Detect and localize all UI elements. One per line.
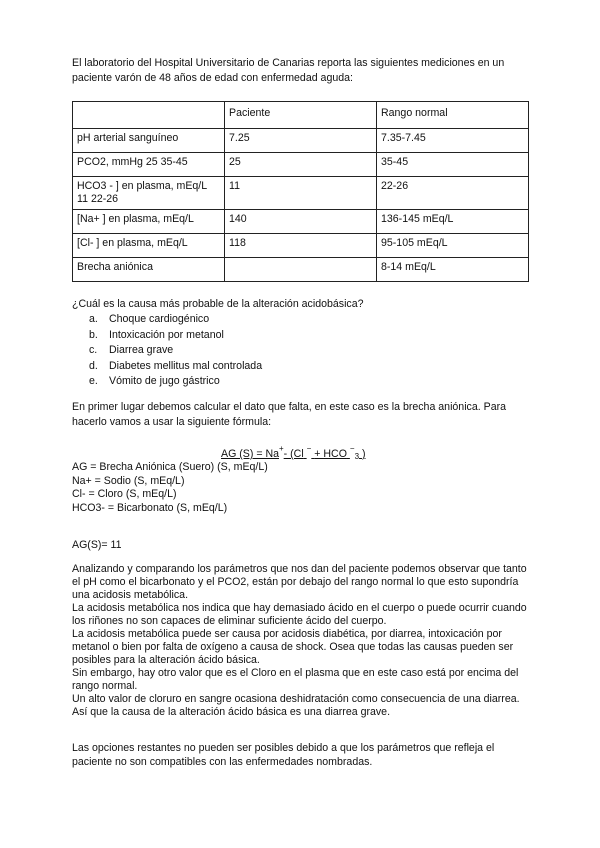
table-row [73, 129, 529, 153]
definition-line: Na+ = Sodio (S, mEq/L) [72, 474, 185, 487]
option-text: Choque cardiogénico [109, 313, 210, 325]
table-row [73, 210, 529, 234]
option-text: Diabetes mellitus mal controlada [109, 359, 263, 372]
table-cell-parameter: PCO2, mmHg 25 35-45 [73, 153, 225, 177]
table-cell-normal: 8-14 mEq/L [377, 258, 529, 282]
option-letter: c. [89, 344, 98, 356]
answer-option [72, 328, 262, 344]
definition-line: Cl- = Cloro (S, mEq/L) [72, 488, 177, 500]
intro-paragraph: El laboratorio del Hospital Universitario de Canarias reporta las siguientes mediciones en un paciente varón de 48 años de edad con enfermedad aguda: [72, 57, 505, 84]
table-cell-normal: 95-105 mEq/L [377, 234, 529, 258]
table-cell-parameter: HCO3 - ] en plasma, mEq/L 11 22-26 [73, 177, 225, 210]
table-row [73, 153, 529, 177]
table-cell-normal: 22-26 [377, 177, 529, 210]
analysis-paragraph: La acidosis metabólica nos indica que hay demasiado ácido en el cuerpo o puede ocurrir cuando los riñones no son capaces de eliminar suficiente ácido del cuerpo. [72, 602, 527, 627]
table-row [73, 258, 529, 282]
table-cell-patient: 140 [225, 210, 377, 234]
analysis-paragraph: Sin embargo, hay otro valor que es el Cloro en el plasma que en este caso está por encima del rango normal. [72, 667, 519, 692]
formula-left: AG (S) = Na [221, 448, 279, 460]
option-text: Diarrea grave [109, 344, 174, 356]
formula-close: ) [361, 448, 366, 460]
definition-line: AG = Brecha Aniónica (Suero) (S, mEq/L) [72, 461, 268, 473]
table-header-cell: Paciente [225, 102, 377, 129]
table-cell-patient: 25 [225, 153, 377, 177]
formula-hco-charge: − [349, 444, 355, 453]
closing-paragraph: Las opciones restantes no pueden ser posibles debido a que los parámetros que refleja el paciente no son compatibles con las enfermedades nombradas. [72, 742, 495, 768]
analysis-section [72, 563, 532, 719]
method-paragraph: En primer lugar debemos calcular el dato que falta, en este caso es la brecha aniónica. Para hacerlo vamos a usar la siguiente fórmula: [72, 401, 507, 428]
table-cell-parameter: pH arterial sanguíneo [73, 129, 225, 153]
answer-option [72, 359, 262, 375]
formula-middle: - (Cl [283, 448, 304, 460]
analysis-paragraph: Analizando y comparando los parámetros que nos dan del paciente podemos observar que tanto el pH como el bicarbonato y el PCO2, están por debajo del rango normal lo que esto supondría una acidosis metabólica. [72, 563, 527, 601]
table-row [73, 234, 529, 258]
analysis-paragraph: La acidosis metabólica puede ser causa por acidosis diabética, por diarrea, intoxicación por metanol o bien por falta de oxígeno a causa de shock. Osea que todas las causas pueden ser posibles para la alteración ácido básica. [72, 628, 514, 666]
option-letter: b. [89, 328, 98, 341]
table-cell-patient: 118 [225, 234, 377, 258]
table-row [73, 177, 529, 210]
table-header-cell: Rango normal [377, 102, 529, 129]
formula-hco: + HCO [314, 448, 347, 460]
table-cell-patient [225, 258, 377, 282]
table-cell-normal: 35-45 [377, 153, 529, 177]
table-cell-parameter: [Na+ ] en plasma, mEq/L [73, 210, 225, 234]
analysis-paragraph: Un alto valor de cloruro en sangre ocasiona deshidratación como consecuencia de una diarrea. [72, 693, 520, 705]
option-letter: a. [89, 313, 98, 325]
formula-definitions [72, 461, 268, 515]
formula-na-charge: + [279, 444, 284, 453]
table-cell-parameter: [Cl- ] en plasma, mEq/L [73, 234, 225, 258]
table-cell-patient: 7.25 [225, 129, 377, 153]
lab-results-table [72, 101, 529, 282]
option-text: Vómito de jugo gástrico [109, 375, 220, 387]
table-header-cell [73, 102, 225, 129]
option-letter: d. [89, 359, 98, 372]
answer-option [72, 374, 262, 390]
table-header-row [73, 102, 529, 129]
definition-line: HCO3- = Bicarbonato (S, mEq/L) [72, 501, 228, 514]
anion-gap-result: AG(S)= 11 [72, 539, 122, 551]
table-cell-patient: 11 [225, 177, 377, 210]
analysis-paragraph: Así que la causa de la alteración ácido básica es una diarrea grave. [72, 706, 391, 718]
table-cell-normal: 7.35-7.45 [377, 129, 529, 153]
answer-options-list [72, 312, 262, 390]
table-cell-normal: 136-145 mEq/L [377, 210, 529, 234]
anion-gap-formula [221, 444, 366, 461]
formula-cl-charge: − [306, 444, 312, 453]
option-letter: e. [89, 375, 98, 387]
formula-hco-subscript: 3 [354, 452, 360, 461]
answer-option [72, 312, 262, 328]
table-cell-parameter: Brecha aniónica [73, 258, 225, 282]
option-text: Intoxicación por metanol [109, 328, 224, 341]
question-text: ¿Cuál es la causa más probable de la alteración acidobásica? [72, 298, 364, 310]
answer-option [72, 343, 262, 359]
